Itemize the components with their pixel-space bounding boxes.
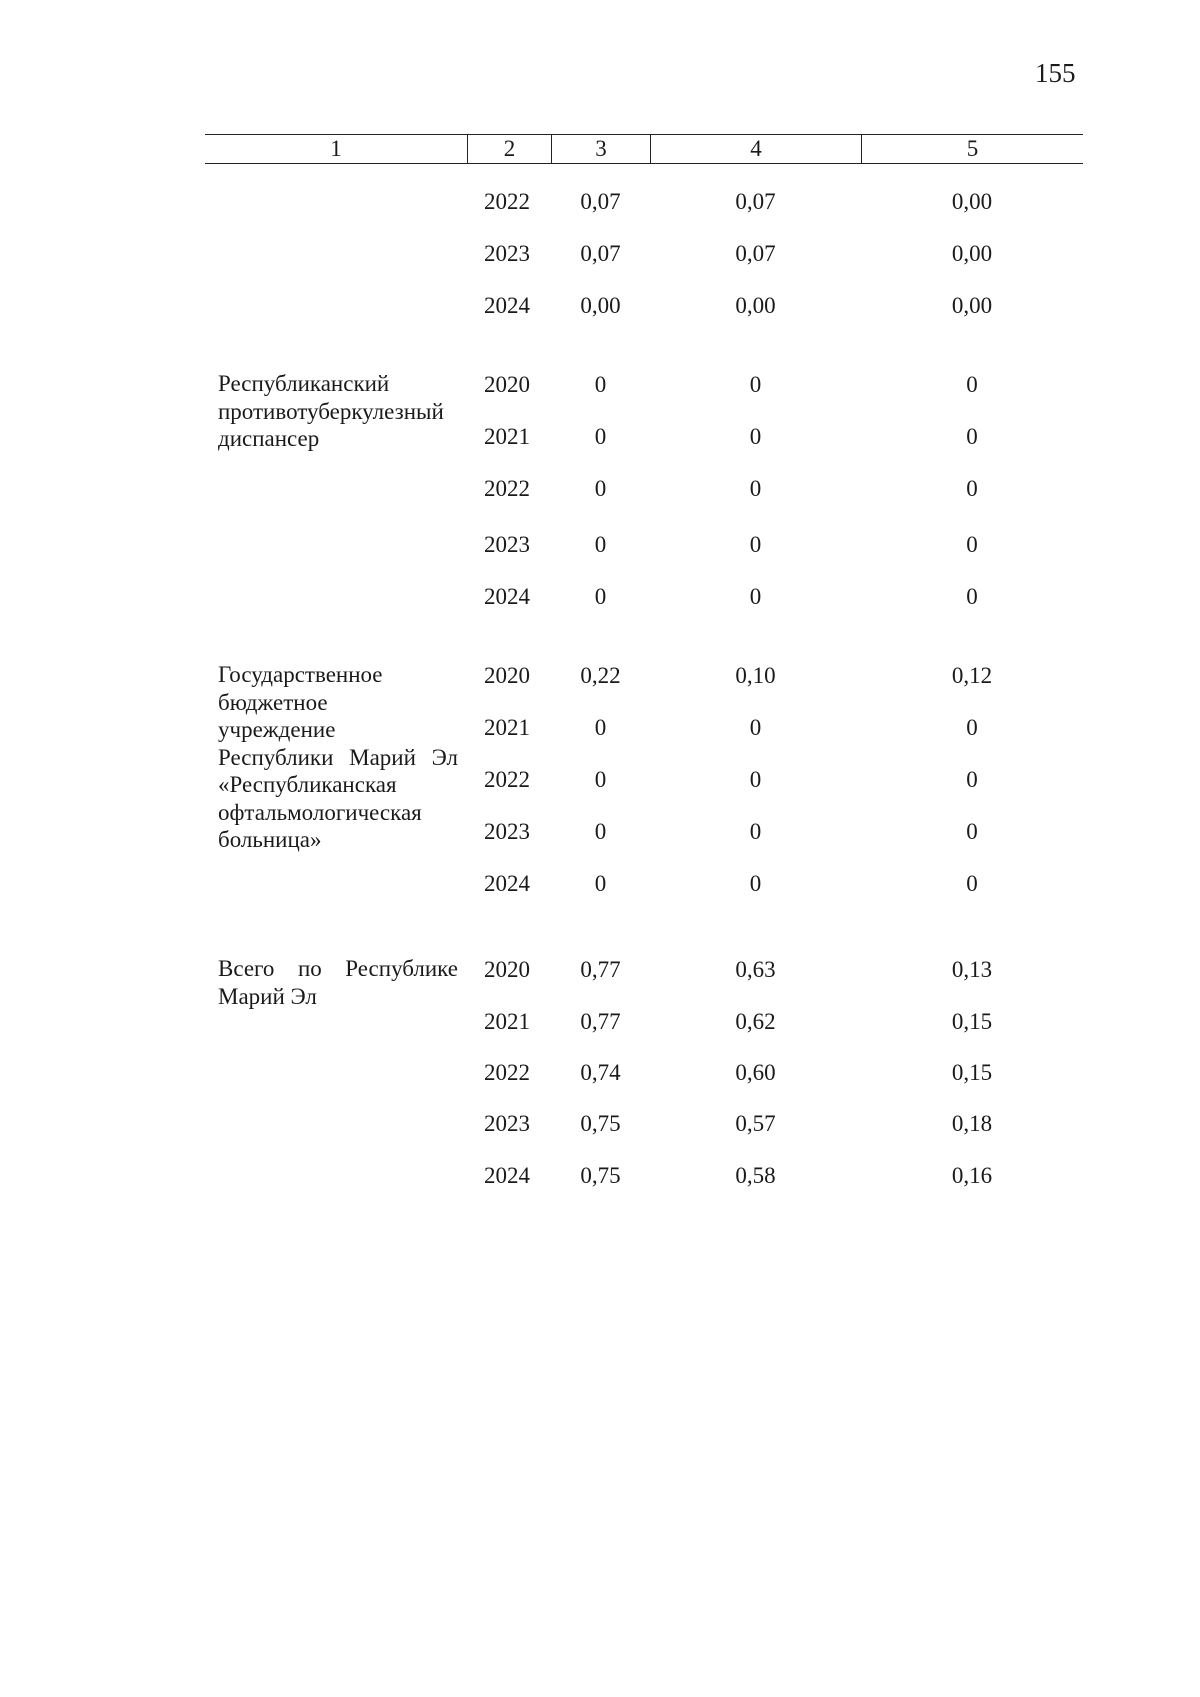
cell-col-4: 0 [749, 372, 762, 397]
table-row [0, 1110, 1200, 1138]
cell-col-5: 0 [966, 767, 978, 792]
cell-year: 2021 [484, 715, 530, 740]
table-row [0, 1008, 1200, 1036]
table-row [0, 475, 1200, 503]
cell-year: 2022 [484, 1060, 530, 1085]
cell-col-4: 0,00 [735, 293, 776, 318]
cell-col-5: 0,16 [951, 1163, 993, 1188]
table-row [0, 870, 1200, 898]
cell-col-5: 0 [966, 584, 978, 609]
cell-col-5: 0,00 [951, 293, 993, 318]
cell-col-4: 0,60 [735, 1060, 776, 1085]
cell-col-3: 0,07 [580, 241, 621, 266]
cell-year: 2024 [484, 293, 530, 318]
header-col-5: 5 [861, 135, 1083, 163]
cell-col-4: 0,62 [735, 1009, 776, 1034]
header-col-3: 3 [551, 135, 650, 163]
cell-year: 2020 [484, 663, 530, 688]
cell-year: 2022 [484, 189, 530, 214]
cell-col-4: 0,63 [735, 957, 776, 982]
cell-col-4: 0 [749, 476, 762, 501]
cell-year: 2022 [484, 476, 530, 501]
table-row [0, 1059, 1200, 1087]
cell-col-4: 0,58 [735, 1163, 776, 1188]
cell-col-4: 0 [749, 871, 762, 896]
cell-col-5: 0 [966, 819, 978, 844]
table-row [0, 531, 1200, 559]
cell-col-4: 0,10 [735, 663, 776, 688]
cell-col-5: 0,12 [951, 663, 993, 688]
table-row [0, 240, 1200, 268]
cell-col-3: 0 [594, 819, 607, 844]
cell-year: 2021 [484, 1009, 530, 1034]
cell-col-5: 0 [966, 871, 978, 896]
section-name-line: Марий Эл [218, 983, 317, 1009]
table-row [0, 292, 1200, 320]
cell-col-3: 0,07 [580, 189, 621, 214]
cell-col-5: 0,15 [951, 1009, 993, 1034]
cell-col-5: 0,00 [951, 241, 993, 266]
cell-col-3: 0 [594, 372, 607, 397]
table-row [0, 371, 1200, 399]
section-name-line: противотуберкулезный [218, 398, 444, 424]
table-row [0, 766, 1200, 794]
section-name-line: Республиканский [218, 371, 390, 396]
section-name-line: офтальмологическая [218, 799, 422, 825]
table-header [205, 134, 1083, 164]
table-row [0, 583, 1200, 611]
cell-col-3: 0,77 [580, 1009, 621, 1034]
cell-col-4: 0 [749, 819, 762, 844]
section-name-line: бюджетное [218, 689, 328, 715]
cell-col-5: 0,13 [951, 957, 993, 982]
cell-col-3: 0,75 [580, 1111, 621, 1136]
cell-col-5: 0 [966, 372, 978, 397]
cell-year: 2024 [484, 1163, 530, 1188]
cell-col-4: 0 [749, 532, 762, 557]
cell-year: 2020 [484, 372, 530, 397]
cell-year: 2020 [484, 957, 530, 982]
cell-col-4: 0 [749, 424, 762, 449]
cell-year: 2023 [484, 819, 530, 844]
header-col-4: 4 [650, 135, 861, 163]
cell-col-3: 0,75 [580, 1163, 621, 1188]
table-row [0, 423, 1200, 451]
section-name-line: учреждение [218, 717, 336, 742]
table-row [0, 714, 1200, 742]
page-number: 155 [1035, 58, 1076, 88]
cell-col-3: 0,22 [580, 663, 621, 688]
cell-col-3: 0 [594, 715, 607, 740]
table-row [0, 1162, 1200, 1190]
cell-col-4: 0 [749, 767, 762, 792]
table-row [0, 818, 1200, 846]
table-row [0, 188, 1200, 216]
cell-year: 2024 [484, 584, 530, 609]
section-name-line: больница» [218, 827, 322, 852]
cell-year: 2023 [484, 241, 530, 266]
section-name-line: Государственное [218, 662, 383, 687]
section-name-line: диспансер [218, 426, 320, 451]
cell-year: 2021 [484, 424, 530, 449]
cell-col-3: 0 [594, 532, 607, 557]
cell-col-3: 0,74 [580, 1060, 621, 1085]
cell-col-4: 0,07 [735, 189, 776, 214]
section-name-line: Республики Марий Эл [218, 744, 458, 770]
cell-year: 2024 [484, 871, 530, 896]
cell-col-5: 0 [966, 532, 978, 557]
cell-col-5: 0 [966, 715, 978, 740]
section-name-line: Всего по Республике [218, 956, 458, 981]
cell-col-5: 0,15 [951, 1060, 993, 1085]
cell-col-3: 0 [594, 424, 607, 449]
header-col-2: 2 [467, 135, 551, 163]
cell-col-3: 0,77 [580, 957, 621, 982]
cell-col-5: 0 [966, 424, 978, 449]
cell-col-4: 0 [749, 715, 762, 740]
table-row [0, 956, 1200, 984]
cell-col-4: 0 [749, 584, 762, 609]
header-col-1: 1 [330, 136, 342, 161]
cell-col-4: 0,57 [735, 1111, 776, 1136]
cell-col-5: 0,00 [951, 189, 993, 214]
cell-col-3: 0 [594, 476, 607, 501]
cell-col-3: 0 [594, 584, 607, 609]
section-name-line: «Республиканская [218, 772, 397, 797]
cell-year: 2022 [484, 767, 530, 792]
table-row [0, 662, 1200, 690]
cell-col-3: 0 [594, 767, 607, 792]
cell-year: 2023 [484, 1111, 530, 1136]
cell-year: 2023 [484, 532, 530, 557]
cell-col-4: 0,07 [735, 241, 776, 266]
cell-col-3: 0 [594, 871, 607, 896]
cell-col-5: 0,18 [951, 1111, 993, 1136]
cell-col-5: 0 [966, 476, 978, 501]
cell-col-3: 0,00 [580, 293, 621, 318]
